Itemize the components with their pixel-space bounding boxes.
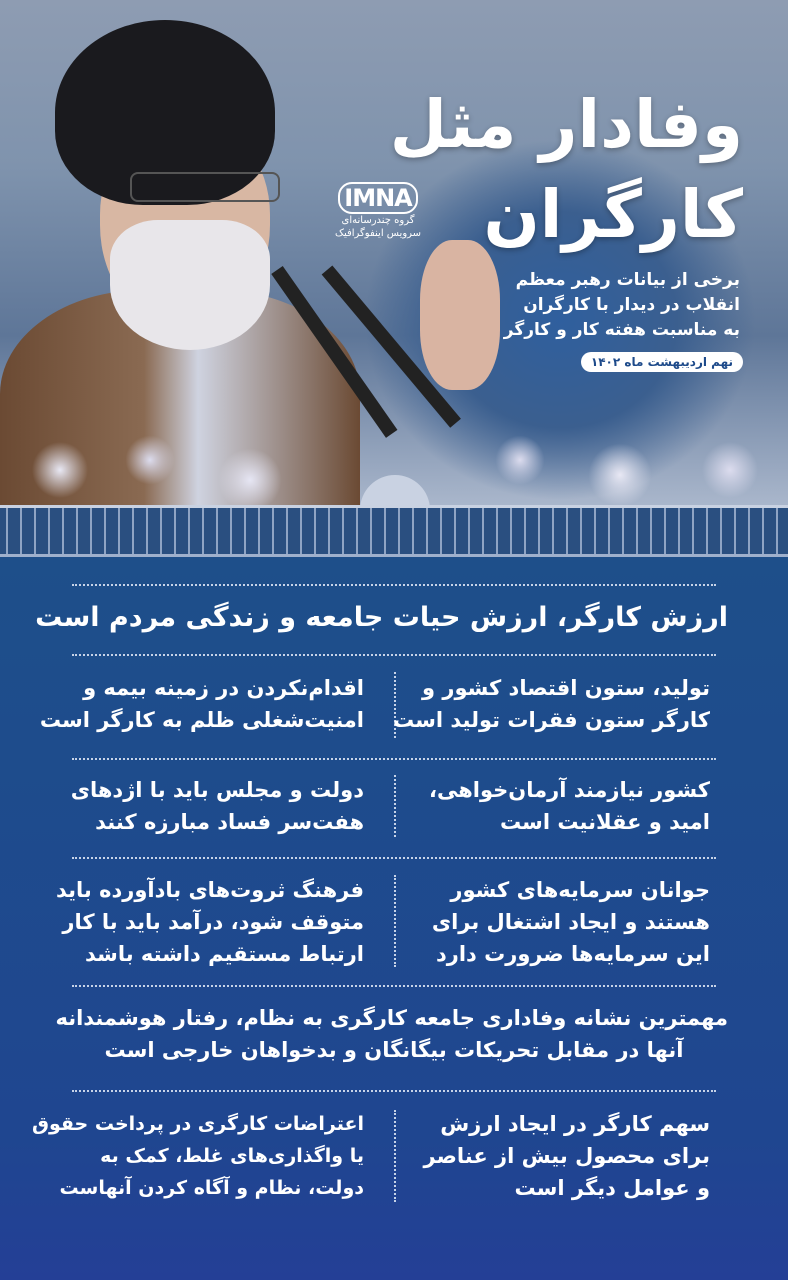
quote — [410, 774, 710, 838]
quote-line: یا واگذاری‌های غلط، کمک به — [100, 1145, 364, 1167]
date-badge: نهم اردیبهشت ماه ۱۴۰۲ — [581, 352, 743, 372]
subtitle — [504, 268, 740, 343]
divider — [72, 1090, 716, 1092]
speaker-hand — [420, 240, 500, 390]
divider — [72, 584, 716, 586]
logo-line: سرویس اینفوگرافیک — [335, 228, 422, 239]
quote — [44, 874, 364, 970]
quote-line: هستند و ایجاد اشتغال برای — [431, 910, 710, 934]
quote-line: تولید، ستون اقتصاد کشور و — [422, 676, 710, 700]
quote — [44, 774, 364, 838]
quote — [55, 1002, 728, 1066]
quote-line: امنیت‌شغلی ظلم به کارگر است — [39, 708, 364, 732]
speaker-beard — [110, 220, 270, 350]
headline: ارزش کارگر، ارزش حیات جامعه و زندگی مردم است — [35, 602, 728, 633]
imna-logo — [335, 182, 421, 240]
logo-mark: IMNA — [338, 182, 417, 214]
divider — [72, 985, 716, 987]
quote-line: اقدام‌نکردن در زمینه بیمه و — [83, 676, 364, 700]
quote-line: این سرمایه‌ها ضرورت دارد — [435, 942, 710, 966]
quote — [410, 1108, 710, 1204]
divider — [72, 857, 716, 859]
quote-line: مهمترین نشانه وفاداری جامعه کارگری به نظام، رفتار هوشمندانه — [55, 1006, 728, 1030]
poster-title — [390, 80, 743, 260]
logo-line: گروه چندرسانه‌ای — [341, 215, 415, 226]
quote-line: کارگر ستون فقرات تولید است — [393, 708, 710, 732]
quote-line: امید و عقلانیت است — [499, 810, 710, 834]
quote-line: برای محصول بیش از عناصر — [423, 1144, 710, 1168]
quote-line: فرهنگ ثروت‌های بادآورده باید — [55, 878, 364, 902]
quote — [410, 874, 710, 970]
quote-line: آنها در مقابل تحریکات بیگانگان و بدخواهان خارجی است — [104, 1038, 684, 1062]
glasses — [130, 172, 280, 202]
title-line: وفادار مثل — [389, 86, 743, 163]
ornament-band — [0, 505, 788, 557]
quote-line: کشور نیازمند آرمان‌خواهی، — [429, 778, 710, 802]
quote-line: دولت و مجلس باید با اژدهای — [70, 778, 364, 802]
quote — [39, 672, 364, 736]
quote-line: سهم کارگر در ایجاد ارزش — [440, 1112, 710, 1136]
quote-line: ارتباط مستقیم داشته باشد — [85, 942, 364, 966]
quote-line: و عوامل دیگر است — [514, 1176, 710, 1200]
subtitle-line: برخی از بیانات رهبر معظم — [515, 270, 740, 290]
column-divider — [394, 1110, 396, 1202]
quote-line: اعتراضات کارگری در پرداخت حقوق — [31, 1113, 364, 1135]
divider — [72, 758, 716, 760]
subtitle-line: انقلاب در دیدار با کارگران — [523, 295, 740, 315]
quote-line: جوانان سرمایه‌های کشور — [450, 878, 710, 902]
title-line: کارگران — [483, 176, 743, 253]
quote — [393, 672, 710, 736]
column-divider — [394, 875, 396, 967]
quote — [31, 1108, 364, 1204]
quote-line: متوقف شود، درآمد باید با کار — [62, 910, 364, 934]
column-divider — [394, 775, 396, 837]
subtitle-line: به مناسبت هفته کار و کارگر — [503, 320, 740, 340]
quote-line: هفت‌سر فساد مبارزه کنند — [95, 810, 364, 834]
quote-line: دولت، نظام و آگاه کردن آنهاست — [59, 1177, 364, 1199]
divider — [72, 654, 716, 656]
